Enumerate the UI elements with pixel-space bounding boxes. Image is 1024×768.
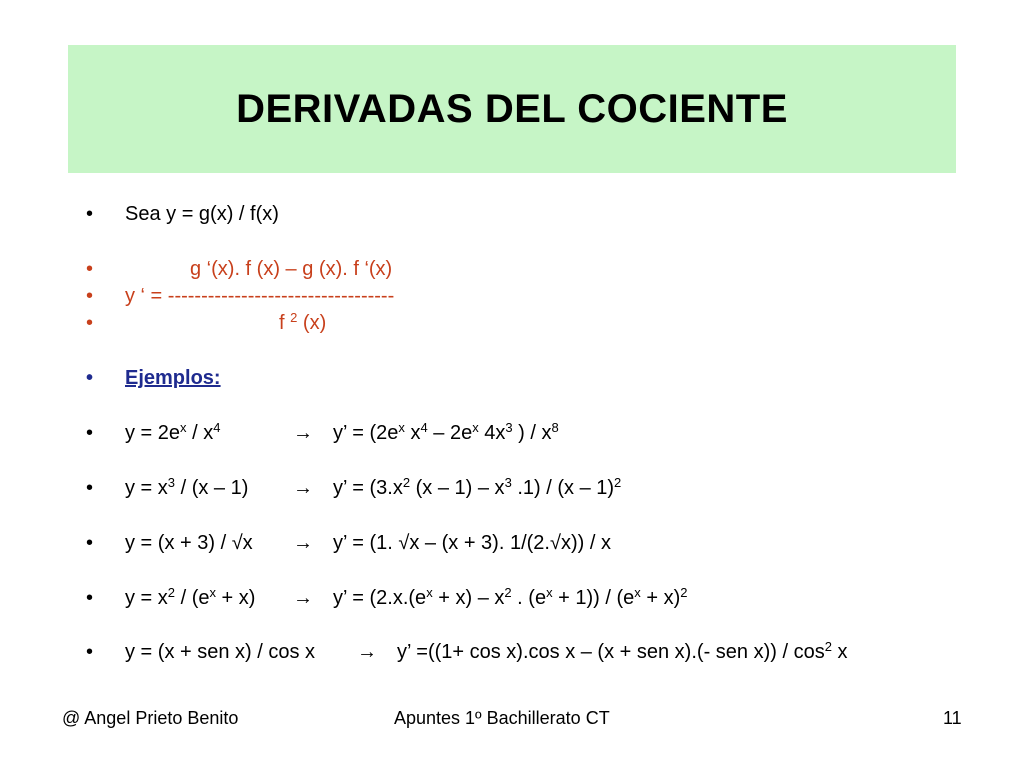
equation-text: . (e <box>511 587 547 609</box>
equation-text: y’ = (1. √x – (x + 3). 1/(2.√x)) / x <box>333 532 611 554</box>
superscript: 2 <box>614 475 622 490</box>
equation-text: y = (x + 3) / √x <box>125 532 253 554</box>
equation-text: (x – 1) – x <box>410 477 505 499</box>
example-rhs <box>397 637 848 667</box>
equation-text: / (e <box>175 587 210 609</box>
superscript: x <box>209 585 216 600</box>
superscript: 2 <box>167 585 176 600</box>
equation-text: y’ =((1+ cos x).cos x – (x + sen x).(- sen x)) / cos <box>397 641 825 663</box>
equation-text: y = (x + sen x) / cos x <box>125 641 316 663</box>
equation-text: y’ = (2.x.(e <box>333 587 427 609</box>
example-lhs <box>125 473 248 503</box>
arrow-icon: → <box>293 422 313 444</box>
superscript: x <box>426 585 433 600</box>
equation-text: y’ = (2e <box>333 422 399 444</box>
example-rhs <box>333 528 611 558</box>
denominator-f: f <box>279 312 285 334</box>
equation-text: + 1)) / (e <box>552 587 635 609</box>
bullet-icon: • <box>86 203 94 225</box>
intro-text: Sea y = g(x) / f(x) <box>125 203 279 225</box>
denominator-exponent: 2 <box>290 310 298 325</box>
title-banner <box>68 45 956 173</box>
examples-label: Ejemplos: <box>125 367 221 389</box>
example-rhs <box>333 418 559 448</box>
footer-course: Apuntes 1º Bachillerato CT <box>394 708 610 728</box>
footer-page-number: 11 <box>943 708 962 728</box>
arrow-icon: → <box>293 532 313 554</box>
footer-author: @ Angel Prieto Benito <box>62 708 239 728</box>
arrow-icon: → <box>293 587 313 609</box>
bullet-icon: • <box>86 641 94 663</box>
superscript: x <box>546 585 553 600</box>
superscript: x <box>634 585 641 600</box>
superscript: 4 <box>213 420 221 435</box>
bullet-icon: • <box>86 285 94 307</box>
example-rhs <box>333 583 687 613</box>
equation-text: y = x <box>125 477 168 499</box>
denominator-arg: (x) <box>302 312 327 334</box>
equation-text: x <box>404 422 421 444</box>
arrow-icon: → <box>293 477 313 499</box>
equation-text: y = 2e <box>125 422 181 444</box>
superscript: 3 <box>505 420 513 435</box>
superscript: x <box>398 420 405 435</box>
formula-numerator: g ‘(x). f (x) – g (x). f ‘(x) <box>190 258 393 280</box>
equation-text: – 2e <box>427 422 473 444</box>
superscript: 2 <box>402 475 411 490</box>
page-title: DERIVADAS DEL COCIENTE <box>236 86 788 131</box>
equation-text: x <box>831 641 848 663</box>
superscript: 2 <box>824 639 832 654</box>
example-lhs <box>125 583 255 613</box>
example-lhs <box>125 418 220 448</box>
example-lhs <box>125 528 253 558</box>
equation-text: ) / x <box>512 422 552 444</box>
example-lhs <box>125 637 315 667</box>
example-rhs <box>333 473 621 503</box>
superscript: x <box>180 420 187 435</box>
equation-text: y = x <box>125 587 168 609</box>
equation-text: .1) / (x – 1) <box>511 477 615 499</box>
superscript: x <box>472 420 479 435</box>
bullet-icon: • <box>86 477 94 499</box>
bullet-icon: • <box>86 312 94 334</box>
equation-text: + x) <box>215 587 256 609</box>
equation-text: 4x <box>478 422 506 444</box>
bullet-icon: • <box>86 587 94 609</box>
bullet-icon: • <box>86 258 94 280</box>
formula-fraction-line: y ‘ = ---------------------------------- <box>125 285 395 307</box>
arrow-icon: → <box>357 641 377 663</box>
equation-text: + x) – x <box>432 587 505 609</box>
superscript: 2 <box>504 585 512 600</box>
bullet-icon: • <box>86 367 94 389</box>
superscript: 4 <box>420 420 428 435</box>
formula-denominator <box>279 308 326 338</box>
superscript: 2 <box>680 585 688 600</box>
equation-text: y’ = (3.x <box>333 477 403 499</box>
equation-text: + x) <box>640 587 681 609</box>
superscript: 3 <box>167 475 176 490</box>
superscript: 8 <box>551 420 559 435</box>
equation-text: / x <box>186 422 214 444</box>
equation-text: / (x – 1) <box>175 477 249 499</box>
bullet-icon: • <box>86 532 94 554</box>
bullet-icon: • <box>86 422 94 444</box>
superscript: 3 <box>504 475 512 490</box>
